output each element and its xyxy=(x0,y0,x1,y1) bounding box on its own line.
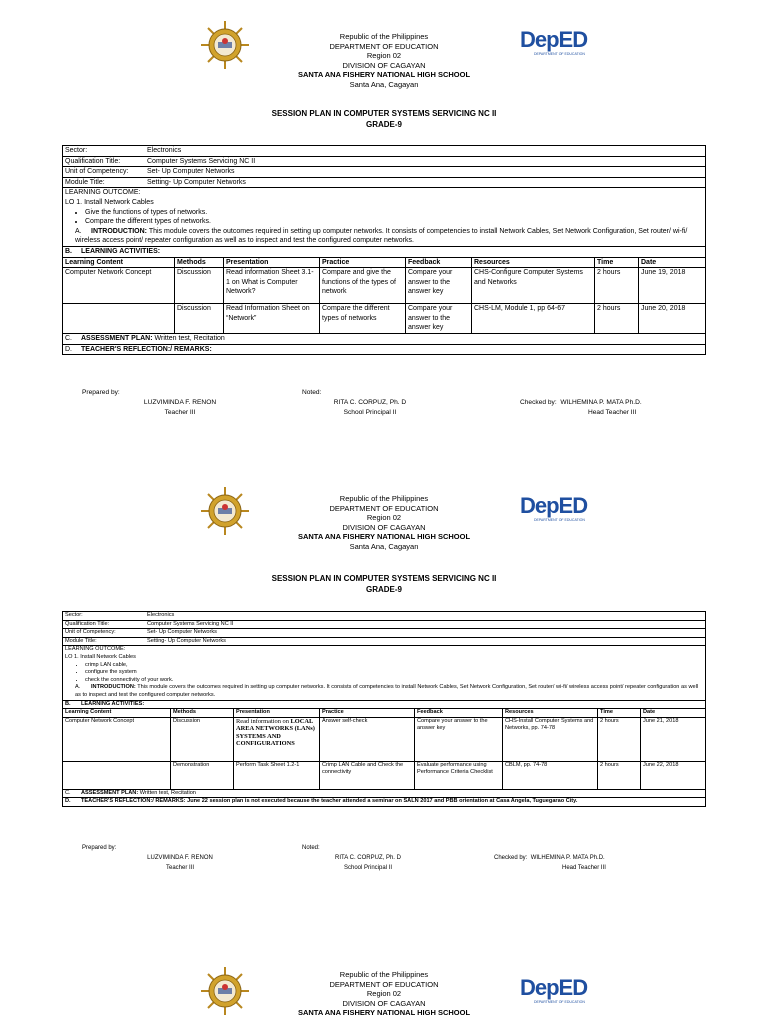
session-plan-table-2 xyxy=(62,611,706,807)
school-name: SANTA ANA FISHERY NATIONAL HIGH SCHOOL xyxy=(297,70,471,80)
sector-row xyxy=(63,146,706,157)
republic-line: Republic of the Philippines xyxy=(339,494,429,503)
department-line: DEPARTMENT OF EDUCATION xyxy=(329,979,439,989)
intro-label: INTRODUCTION: xyxy=(91,684,136,691)
module-row xyxy=(63,637,706,646)
objective-item: • Give the functions of types of networks. xyxy=(85,208,703,218)
assessment-prefix: C. xyxy=(65,335,72,343)
table-row xyxy=(63,268,706,304)
noted-title: School Principal II xyxy=(343,408,397,416)
intro-text: This module covers the outcomes required in setting up computer networks. It consists of competencies to install Network Cables, Set Network Configuration, Set router/ wi-fi/ wireless access point/ repeater configuration as well as to inspect and test the configured computer networks. xyxy=(75,227,688,245)
col-time: Time xyxy=(598,709,641,718)
cell-presentation xyxy=(234,717,320,761)
col-presentation: Presentation xyxy=(234,709,320,718)
cell-practice: Compare and give the functions of the types of network xyxy=(320,268,406,304)
cell-content: Computer Network Concept xyxy=(63,268,175,304)
cell-feedback: Compare your answer to the answer key xyxy=(415,717,503,761)
checked-title: Head Teacher III xyxy=(588,408,637,416)
cell-content: Computer Network Concept xyxy=(63,717,171,761)
cell-practice: Compare the different types of networks xyxy=(320,304,406,334)
objective-item: • Compare the different types of networks. xyxy=(85,217,703,227)
cell-date: June 21, 2018 xyxy=(641,717,706,761)
col-date: Date xyxy=(639,257,706,268)
cell-resources: CBLM, pp. 74-78 xyxy=(503,761,598,789)
unit-value: Set- Up Computer Networks xyxy=(147,629,217,636)
deped-logo xyxy=(520,494,590,530)
noted-name: RITA C. CORPUZ, Ph. D xyxy=(333,399,407,406)
sector-value: Electronics xyxy=(147,612,175,618)
deped-subtext: DEPARTMENT OF EDUCATION xyxy=(534,1000,585,1004)
cell-content xyxy=(63,761,171,789)
qualification-label: Qualification Title: xyxy=(65,157,121,165)
sector-row xyxy=(63,612,706,621)
module-label: Module Title: xyxy=(65,178,105,186)
objective-list xyxy=(65,662,703,685)
cell-resources: CHS-Configure Computer Systems and Networks xyxy=(472,268,595,304)
learning-outcome-label: LEARNING OUTCOME: xyxy=(65,646,126,653)
objective-item: • crimp LAN cable, xyxy=(85,662,703,670)
cell-time: 2 hours xyxy=(598,761,641,789)
cell-method: Discussion xyxy=(171,717,234,761)
checked-title: Head Teacher III xyxy=(562,864,606,871)
republic-line: Republic of the Philippines xyxy=(339,32,429,41)
col-time: Time xyxy=(595,257,639,268)
school-name: SANTA ANA FISHERY NATIONAL HIGH SCHOOL xyxy=(297,532,471,542)
title-line-1: SESSION PLAN IN COMPUTER SYSTEMS SERVICING NC II xyxy=(271,574,497,583)
unit-row xyxy=(63,629,706,638)
prepared-by-signatory xyxy=(130,854,230,873)
cell-time: 2 hours xyxy=(595,268,639,304)
cell-method: Discussion xyxy=(175,268,224,304)
module-value: Setting- Up Computer Networks xyxy=(147,637,226,644)
noted-label: Noted: xyxy=(302,845,320,851)
noted-signatory xyxy=(320,398,420,417)
department-line: DEPARTMENT OF EDUCATION xyxy=(329,41,439,51)
qualification-row xyxy=(63,620,706,629)
prepared-title: Teacher III xyxy=(165,864,194,871)
session-plan-table-1 xyxy=(62,145,706,355)
cell-resources: CHS-Install Computer Systems and Networks, pp. 74-78 xyxy=(503,717,598,761)
deped-wordmark: DepED xyxy=(520,975,588,1000)
title-line-1: SESSION PLAN IN COMPUTER SYSTEMS SERVICING NC II xyxy=(271,109,497,118)
reflection-row xyxy=(63,344,706,355)
prepared-name: LUZVIMINDA F. RENON xyxy=(147,855,213,861)
cell-practice: Answer self-check xyxy=(320,717,415,761)
objective-item: • check the connectivity of your work. xyxy=(85,677,703,685)
sector-value: Electronics xyxy=(147,147,182,154)
letterhead xyxy=(0,970,768,1018)
assessment-label: ASSESSMENT PLAN: xyxy=(81,335,153,343)
prepared-name: LUZVIMINDA F. RENON xyxy=(143,399,217,406)
col-practice: Practice xyxy=(320,257,406,268)
cell-date: June 20, 2018 xyxy=(639,304,706,334)
qualification-value: Computer Systems Servicing NC II xyxy=(147,620,234,627)
noted-signatory xyxy=(318,854,418,873)
cell-time: 2 hours xyxy=(598,717,641,761)
module-row xyxy=(63,177,706,188)
qualification-value: Computer Systems Servicing NC II xyxy=(147,157,256,165)
learning-outcome-row xyxy=(63,188,706,247)
deped-wordmark: DepED xyxy=(520,493,588,518)
sector-label: Sector: xyxy=(65,147,88,154)
assessment-label: ASSESSMENT PLAN: xyxy=(81,789,139,796)
col-methods: Methods xyxy=(171,709,234,718)
intro-label: INTRODUCTION: xyxy=(91,227,147,235)
col-presentation: Presentation xyxy=(224,257,320,268)
cell-resources: CHS-LM, Module 1, pp 64-67 xyxy=(472,304,595,334)
department-line: DEPARTMENT OF EDUCATION xyxy=(329,503,439,513)
unit-label: Unit of Competency: xyxy=(65,168,129,176)
unit-row xyxy=(63,167,706,178)
session-plan-title xyxy=(0,108,768,130)
introduction xyxy=(65,684,703,699)
learning-outcome-label: LEARNING OUTCOME: xyxy=(65,189,141,197)
cell-date: June 19, 2018 xyxy=(639,268,706,304)
cell-method: Demonstration xyxy=(171,761,234,789)
objective-item: • configure the system xyxy=(85,669,703,677)
prepared-by-signatory xyxy=(130,398,230,417)
introduction xyxy=(65,227,703,246)
col-methods: Methods xyxy=(175,257,224,268)
activities-prefix: B. xyxy=(65,247,72,255)
division-line: DIVISION OF CAGAYAN xyxy=(342,998,426,1008)
letterhead xyxy=(0,32,768,90)
checked-by-signatory xyxy=(520,398,642,417)
learning-outcome-value: LO 1. Install Network Cables xyxy=(65,653,136,660)
presentation-topic: LOCAL AREA NETWORKS (LANs) SYSTEMS AND CONFIGURATIONS xyxy=(236,717,315,747)
division-line: DIVISION OF CAGAYAN xyxy=(342,522,426,532)
reflection-prefix: D. xyxy=(65,345,72,353)
reflection-label: TEACHER'S REFLECTION:/ REMARKS: xyxy=(81,345,212,353)
session-plan-title xyxy=(0,573,768,595)
module-value: Setting- Up Computer Networks xyxy=(147,178,246,186)
school-name: SANTA ANA FISHERY NATIONAL HIGH SCHOOL xyxy=(297,1008,471,1018)
assessment-prefix: C. xyxy=(65,789,71,796)
region-line: Region 02 xyxy=(366,989,402,999)
activities-label: LEARNING ACTIVITIES: xyxy=(81,247,161,255)
title-line-2: GRADE-9 xyxy=(365,585,402,594)
column-header-row xyxy=(63,709,706,718)
learning-outcome-value: LO 1. Install Network Cables xyxy=(65,198,154,206)
col-feedback: Feedback xyxy=(406,257,472,268)
cell-presentation: Read information Sheet 3.1-1 on What is Computer Network? xyxy=(224,268,320,304)
checked-label: Checked by: xyxy=(520,399,557,406)
division-line: DIVISION OF CAGAYAN xyxy=(342,60,426,70)
deped-logo xyxy=(520,28,590,64)
col-resources: Resources xyxy=(472,257,595,268)
checked-name: WILHEMINA P. MATA Ph.D. xyxy=(560,399,642,406)
table-row xyxy=(63,761,706,789)
col-feedback: Feedback xyxy=(415,709,503,718)
intro-prefix: A. xyxy=(75,684,81,691)
region-line: Region 02 xyxy=(366,513,402,523)
qualification-row xyxy=(63,156,706,167)
region-line: Region 02 xyxy=(366,51,402,61)
table-row xyxy=(63,304,706,334)
col-date: Date xyxy=(641,709,706,718)
learning-outcome-row xyxy=(63,646,706,700)
checked-name: WILHEMINA P. MATA Ph.D. xyxy=(530,855,605,861)
deped-logo xyxy=(520,976,590,1012)
cell-feedback: Evaluate performance using Performance Criteria Checklist xyxy=(415,761,503,789)
assessment-value: Written test, Recitation xyxy=(154,335,225,343)
prepared-by-label: Prepared by: xyxy=(82,845,117,851)
module-label: Module Title: xyxy=(65,637,97,644)
title-line-2: GRADE-9 xyxy=(365,120,402,129)
col-practice: Practice xyxy=(320,709,415,718)
reflection-value: June 22 session plan is not executed because the teacher attended a seminar on SALN 2017 and PBB orientation at Casa Angela, Tuguegarao City. xyxy=(187,798,578,805)
cell-feedback: Compare your answer to the answer key xyxy=(406,268,472,304)
letterhead xyxy=(0,494,768,552)
reflection-prefix: D. xyxy=(65,798,71,805)
sector-label: Sector: xyxy=(65,612,83,618)
noted-title: School Principal II xyxy=(343,864,393,871)
checked-label: Checked by: xyxy=(494,855,528,861)
cell-feedback: Compare your answer to the answer key xyxy=(406,304,472,334)
deped-subtext: DEPARTMENT OF EDUCATION xyxy=(534,518,585,522)
intro-text: This module covers the outcomes required in setting up computer networks. It consists of competencies to install Network Cables, Set Network Configuration, Set router/ wi-fi/ wireless access point/ repeater configuration as well as to inspect and test the configured computer networks. xyxy=(75,684,699,698)
activities-row xyxy=(63,700,706,709)
deped-subtext: DEPARTMENT OF EDUCATION xyxy=(534,52,585,56)
school-address: Santa Ana, Cagayan xyxy=(349,541,419,551)
cell-method: Discussion xyxy=(175,304,224,334)
objective-list xyxy=(65,208,703,227)
cell-time: 2 hours xyxy=(595,304,639,334)
assessment-row xyxy=(63,334,706,345)
activities-prefix: B. xyxy=(65,700,71,707)
noted-label: Noted: xyxy=(302,389,322,396)
activities-row xyxy=(63,246,706,257)
col-learning-content: Learning Content xyxy=(63,257,175,268)
cell-practice: Crimp LAN Cable and Check the connectivity xyxy=(320,761,415,789)
reflection-row xyxy=(63,798,706,807)
intro-prefix: A. xyxy=(75,227,82,235)
republic-line: Republic of the Philippines xyxy=(339,970,429,979)
checked-by-signatory xyxy=(494,854,606,873)
assessment-value: Written test, Recitation xyxy=(139,789,196,796)
reflection-label: TEACHER'S REFLECTION:/ REMARKS: xyxy=(81,798,186,805)
noted-name: RITA C. CORPUZ, Ph. D xyxy=(335,855,401,861)
presentation-intro: Read information on xyxy=(236,717,289,725)
school-address: Santa Ana, Cagayan xyxy=(349,79,419,89)
qualification-label: Qualification Title: xyxy=(65,620,110,627)
deped-wordmark: DepED xyxy=(520,27,588,52)
prepared-by-label: Prepared by: xyxy=(82,389,120,396)
table-row xyxy=(63,717,706,761)
cell-presentation: Perform Task Sheet 1.2-1 xyxy=(234,761,320,789)
col-learning-content: Learning Content xyxy=(63,709,171,718)
prepared-title: Teacher III xyxy=(164,408,196,416)
cell-presentation: Read Information Sheet on “Network” xyxy=(224,304,320,334)
cell-content xyxy=(63,304,175,334)
column-header-row xyxy=(63,257,706,268)
cell-date: June 22, 2018 xyxy=(641,761,706,789)
unit-value: Set- Up Computer Networks xyxy=(147,168,235,176)
unit-label: Unit of Competency: xyxy=(65,629,116,636)
assessment-row xyxy=(63,789,706,798)
col-resources: Resources xyxy=(503,709,598,718)
activities-label: LEARNING ACTIVITIES: xyxy=(81,700,145,707)
